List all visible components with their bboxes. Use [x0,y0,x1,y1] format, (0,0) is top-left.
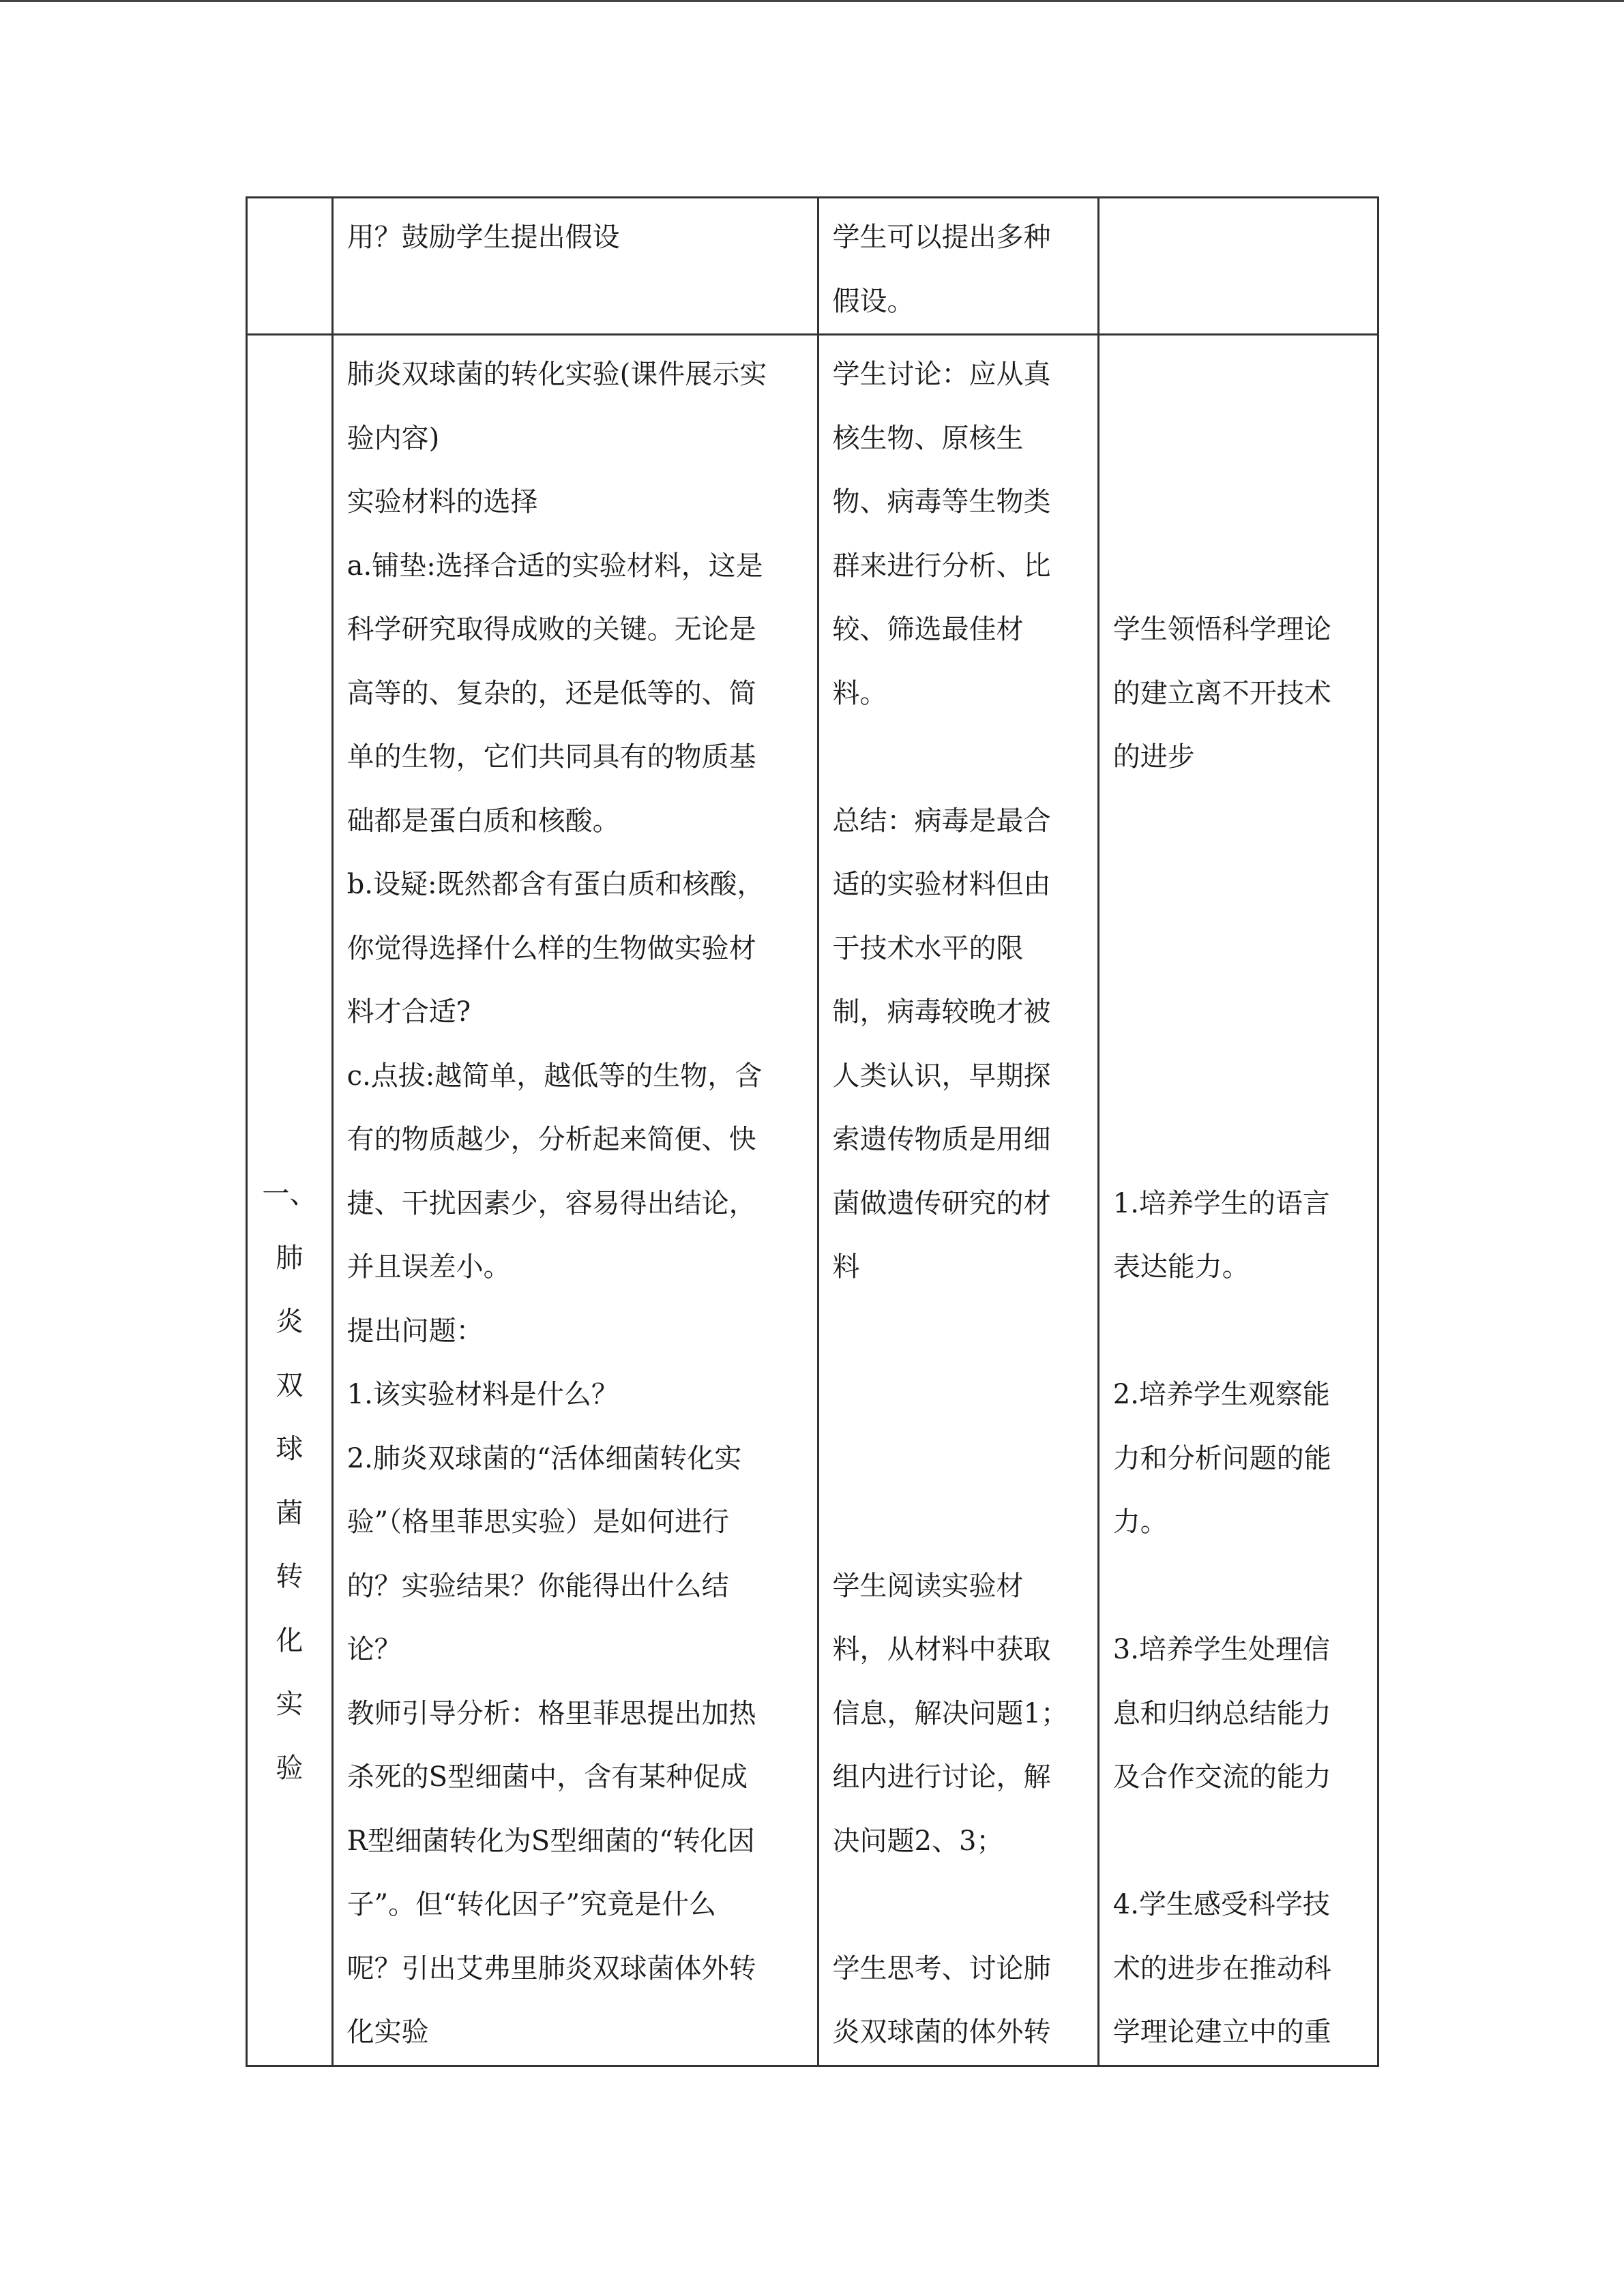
blank-line [833,726,1082,790]
blank-line [1113,471,1362,535]
text-line: 术的进步在推动科 [1112,1952,1331,1984]
text-line: 料，从材料中获取 [832,1634,1051,1665]
text-line: 你觉得选择什么样的生物做实验材 [346,932,756,964]
row1-teacher-activity-text [334,198,817,270]
blank-line [1113,917,1362,981]
text-line: 人类认识，早期探 [832,1060,1051,1092]
text-line: 学生可以提出多种 [832,222,1051,253]
text-line: 物、病毒等生物类 [832,486,1051,518]
student-activity-cell [818,335,1098,2066]
text-line: 科学研究取得成败的关键。无论是 [346,614,756,645]
blank-line [1113,1555,1362,1619]
text-line: R型细菌转化为S型细菌的“转化因 [346,1825,755,1857]
text-line: 于技术水平的限 [832,932,1024,964]
text-line: 2.培养学生观察能 [1112,1379,1330,1410]
text-line: 学生阅读实验材 [832,1570,1024,1602]
text-line: 础都是蛋白质和核酸。 [346,805,620,837]
blank-line [833,1427,1082,1491]
section-label-char: 化 [276,1624,304,1656]
text-line: 杀死的S型细菌中，含有某种促成 [346,1761,748,1793]
section-label-char: 验 [276,1752,304,1784]
text-line: 并且误差小。 [346,1251,511,1283]
row1-section-cell [247,198,333,335]
section-label-char: 肺 [276,1242,304,1274]
blank-line [1113,790,1362,854]
text-line: 群来进行分析、比 [832,550,1051,582]
row1-design-intent-cell [1098,198,1378,335]
text-line: 及合作交流的能力 [1112,1761,1331,1793]
blank-line [833,1363,1082,1427]
text-line: 信息，解决问题1； [832,1697,1068,1729]
text-line: 力和分析问题的能 [1112,1442,1331,1474]
text-line: 组内进行讨论，解 [832,1761,1051,1793]
blank-line [1113,407,1362,471]
blank-line [1113,1108,1362,1172]
text-line: 验内容) [346,422,440,454]
text-line: 教师引导分析：格里菲思提出加热 [346,1697,756,1729]
text-line: 实验材料的选择 [346,486,538,518]
blank-line [1113,853,1362,917]
blank-line [1113,343,1362,407]
text-line: 单的生物，它们共同具有的物质基 [346,741,756,773]
text-line: 制，病毒较晚才被 [832,996,1051,1028]
text-line: 料 [832,1251,860,1283]
section-label-char: 转 [276,1561,304,1592]
text-line: 论？ [346,1634,402,1665]
text-line: 炎双球菌的体外转 [832,2016,1051,2048]
row1-student-activity-text [819,198,1097,333]
design-intent-text [1099,336,1377,2065]
section-label-vertical [248,336,331,1800]
text-line: 力。 [1112,1506,1168,1538]
text-line: 决问题2、3； [832,1825,1004,1857]
text-line: 呢？引出艾弗里肺炎双球菌体外转 [346,1952,756,1984]
text-line: 料。 [832,677,887,709]
text-line: 的建立离不开技术 [1112,677,1331,709]
table-row [247,335,1378,2066]
text-line: 捷、干扰因素少，容易得出结论， [346,1187,756,1219]
section-label-char: 一、 [262,1178,317,1210]
blank-line [833,1491,1082,1555]
row1-student-activity-cell [818,198,1098,335]
text-line: 学生领悟科学理论 [1112,614,1331,645]
text-line: 的进步 [1112,741,1195,773]
section-label-char: 双 [276,1369,304,1401]
blank-line [1113,1300,1362,1364]
text-line: b.设疑:既然都含有蛋白质和核酸， [346,869,765,900]
text-line: 的？实验结果？你能得出什么结 [346,1570,729,1602]
text-line: 假设。 [832,285,915,317]
section-label-char: 球 [276,1433,304,1465]
text-line: 菌做遗传研究的材 [832,1187,1051,1219]
text-line: 料才合适? [346,996,471,1028]
text-line: a.铺垫:选择合适的实验材料，这是 [346,550,763,582]
blank-line [1113,1810,1362,1874]
text-line: 1.该实验材料是什么？ [346,1379,619,1410]
design-intent-cell [1098,335,1378,2066]
text-line: 用？鼓励学生提出假设 [346,222,620,253]
text-line: 化实验 [346,2016,429,2048]
student-activity-text [819,336,1097,2065]
text-line: 学生讨论：应从真 [832,359,1051,390]
blank-line [1113,535,1362,599]
text-line: 3.培养学生处理信 [1112,1634,1330,1665]
text-line: 总结：病毒是最合 [832,805,1051,837]
text-line: 学生思考、讨论肺 [832,1952,1051,1984]
text-line: 验”（格里菲思实验）是如何进行 [346,1506,730,1538]
text-line: 索遗传物质是用细 [832,1124,1051,1155]
blank-line [1113,981,1362,1045]
text-line: 息和归纳总结能力 [1112,1697,1331,1729]
page-top-border [0,0,1624,2]
text-line: 表达能力。 [1112,1251,1250,1283]
text-line: c.点拔:越简单，越低等的生物，含 [346,1060,763,1092]
section-label-char: 炎 [276,1306,304,1337]
text-line: 肺炎双球菌的转化实验(课件展示实 [346,359,767,390]
row1-teacher-activity-cell [332,198,818,335]
text-line: 较、筛选最佳材 [832,614,1024,645]
table-row [247,198,1378,335]
lesson-plan-table [246,196,1379,2067]
text-line: 核生物、原核生 [832,422,1024,454]
text-line: 有的物质越少，分析起来简便、快 [346,1124,756,1155]
text-line: 提出问题： [346,1315,484,1347]
text-line: 4.学生感受科学技 [1112,1889,1330,1920]
text-line: 高等的、复杂的，还是低等的、简 [346,677,756,709]
text-line: 适的实验材料但由 [832,869,1051,900]
section-label-char: 实 [276,1688,304,1720]
text-line: 子”。但“转化因子”究竟是什么 [346,1889,717,1920]
blank-line [833,1873,1082,1937]
text-line: 2.肺炎双球菌的“活体细菌转化实 [346,1442,742,1474]
blank-line [833,1300,1082,1364]
section-label-char: 菌 [276,1497,304,1529]
section-label-cell [247,335,333,2066]
blank-line [1113,1045,1362,1109]
text-line: 学理论建立中的重 [1112,2016,1331,2048]
text-line: 1.培养学生的语言 [1112,1187,1330,1219]
teacher-activity-cell [332,335,818,2066]
teacher-activity-text [334,336,817,2065]
